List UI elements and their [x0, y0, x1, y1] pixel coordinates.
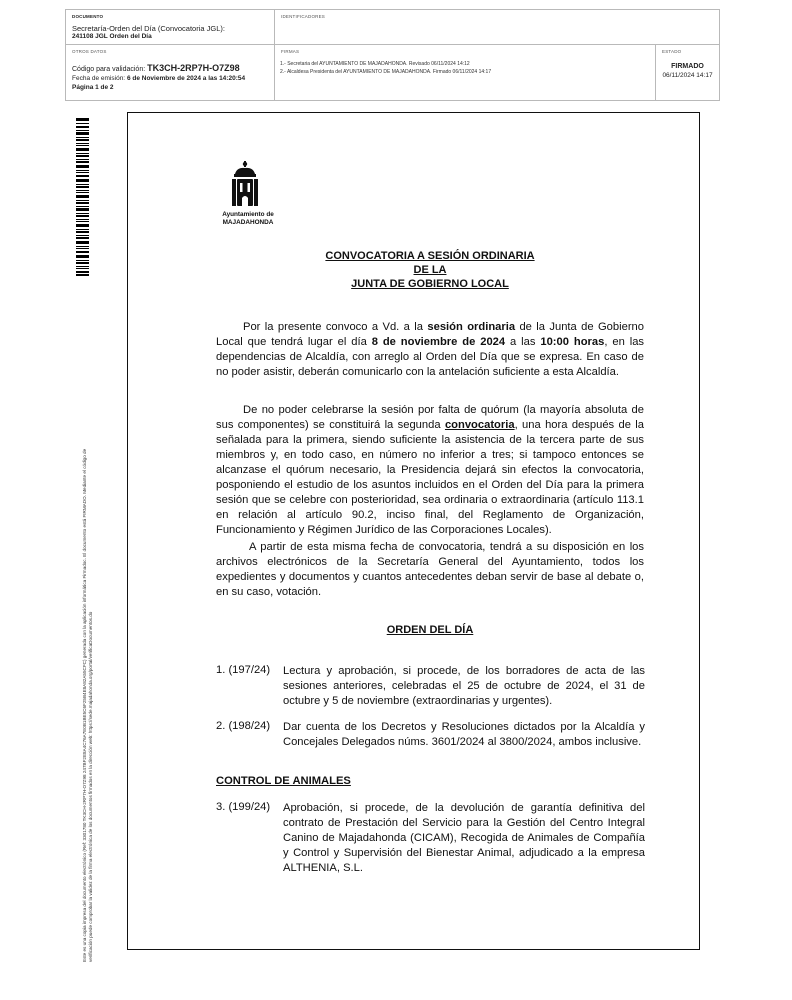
item-3-text: Aprobación, si procede, de la devolución de garantía definitiva del contrato de Prestación del Servicio para la Gestión del Centro Integral Canino de Majadahonda (CICAM), Recogida de Animales de Compañía y Control y Supervisión del Bienestar Animal, adjudicado a la empresa ALTHENIA, S.L. — [283, 802, 645, 874]
codigo-validacion — [72, 63, 240, 73]
p1-hora: 10:00 horas — [540, 336, 605, 348]
codigo-value: TK3CH-2RP7H-O7Z98 — [147, 63, 240, 73]
item-2-number: 2. (198/24) — [216, 720, 271, 732]
p1-text-g: , en las dependencias de Alcaldía, con arreglo al Orden del Día que se expresa. En caso de no poder asistir, deberán comunicarlo con la antelación suficiente a esta Alcaldía. — [216, 336, 645, 378]
documento-label: DOCUMENTO — [72, 14, 104, 19]
codigo-label: Código para validación: — [72, 66, 146, 73]
verification-line-1: Este es una copia impresa del documento electrónico (Ref: 3301780 TK3CH-2RP7H-O7Z98 247BF2E8A4C76A7E0B1BE5C6F25B4E8A82A55CFC) generada con la aplicación informática Firmadoc. El documento está FIRMADO. Mediante el código de — [82, 448, 87, 962]
otros-datos-cell — [66, 45, 275, 100]
firmas-label: FIRMAS — [281, 49, 300, 54]
paragraph-convocatoria — [216, 320, 644, 380]
fecha-value: 6 de Noviembre de 2024 a las 14:20:54 — [126, 75, 246, 82]
documento-line2: 241108 JGL Orden del Día — [72, 33, 152, 40]
p3-text: A partir de esta misma fecha de convocatoria, tendrá a su disposición en los archivos electrónicos de la Secretaría General del Ayuntamiento, todos los expedientes y documentos y cuantos antecedentes deban servir de base al debate o, en su caso, votación. — [216, 541, 644, 598]
fecha-emision — [72, 75, 245, 82]
p2-text-c: , una hora después de la señalada para la primera, siendo suficiente la asistencia de la tercera parte de sus miembros y, en todo caso, en número no inferior a tres; si tampoco entonces se alcanzase el quórum necesario, la Presidencia dejará sin efectos la convocatoria, posponiendo el estudio de los asuntos incluidos en el Orden del Día para la primera sesión que se celebre con posterioridad, sea ordinaria o extraordinaria (artículo 113.1 en relación al artículo 90.2, inciso final, del Reglamento de Organización, Funcionamiento y Régimen Jurídico de las Corporaciones Locales). — [216, 419, 645, 536]
title-de-la: DE LA — [413, 264, 447, 276]
firma-1: 1.- Secretaria del AYUNTAMIENTO DE MAJADAHONDA. Revisado 06/11/2024 14:12 — [280, 61, 470, 67]
verification-vertical-text — [82, 302, 94, 962]
pagina-indicator: Página 1 de 2 — [72, 84, 114, 91]
item-1-number: 1. (197/24) — [216, 664, 271, 676]
documento-line1: Secretaría-Orden del Día (Convocatoria JGL): — [72, 24, 225, 33]
logo-text-line1: Ayuntamiento de — [222, 211, 274, 218]
fecha-label: Fecha de emisión: — [72, 75, 126, 82]
p1-fecha: 8 de noviembre de 2024 — [371, 336, 506, 348]
ayuntamiento-crest-icon — [220, 160, 270, 210]
document-header-table — [65, 9, 720, 101]
identificadores-label: IDENTIFICADORES — [281, 14, 326, 19]
documento-cell — [66, 10, 275, 45]
firmas-cell — [275, 45, 656, 100]
p1-sesion-ordinaria: sesión ordinaria — [427, 321, 516, 333]
item-3-number: 3. (199/24) — [216, 801, 271, 813]
logo-text-line2: MAJADAHONDA — [222, 219, 274, 226]
barcode-icon — [76, 118, 89, 276]
section-control-animales: CONTROL DE ANIMALES — [216, 775, 351, 787]
p1-text-c: de la Junta de Gobierno Local que tendrá lugar el día — [216, 321, 645, 348]
identificadores-cell — [275, 10, 719, 45]
firma-2: 2.- Alcaldesa Presidenta del AYUNTAMIENTO DE MAJADAHONDA. Firmado 06/11/2024 14:17 — [280, 69, 492, 75]
otros-datos-label: OTROS DATOS — [72, 49, 107, 54]
p1-text-a: Por la presente convoco a Vd. a la — [243, 321, 428, 333]
paragraph-quorum — [216, 403, 644, 538]
p1-text-e: a las — [505, 336, 541, 348]
verification-line-2: verificación puede comprobar la validez de la firma electrónica de los documentos firmados en la dirección web: https://sede.majadahonda.org/portal/verificaDocumentos.do — [88, 611, 94, 962]
estado-fecha: 06/11/2024 14:17 — [662, 72, 713, 79]
estado-label: ESTADO — [662, 49, 682, 54]
p2-text-a: De no poder celebrarse la sesión por falta de quórum (la mayoría absoluta de sus componentes) se constituirá la segunda — [216, 404, 644, 431]
estado-value: FIRMADO — [671, 63, 704, 70]
orden-del-dia-title: ORDEN DEL DÍA — [386, 624, 474, 636]
paragraph-archivos — [216, 540, 644, 600]
p2-convocatoria: convocatoria — [444, 419, 515, 431]
estado-cell — [656, 45, 719, 100]
convocatoria-title: CONVOCATORIA A SESIÓN ORDINARIA — [325, 250, 535, 262]
item-2-text: Dar cuenta de los Decretos y Resoluciones dictados por la Alcaldía y Concejales Delegados núms. 3601/2024 al 3800/2024, ambos inclusive. — [283, 721, 645, 748]
title-junta: JUNTA DE GOBIERNO LOCAL — [351, 278, 509, 290]
item-1-text: Lectura y aprobación, si procede, de los borradores de acta de las sesiones anteriores, celebradas el 25 de octubre de 2024, el 31 de octubre y 5 de noviembre (extraordinarias y urgentes). — [283, 665, 645, 707]
